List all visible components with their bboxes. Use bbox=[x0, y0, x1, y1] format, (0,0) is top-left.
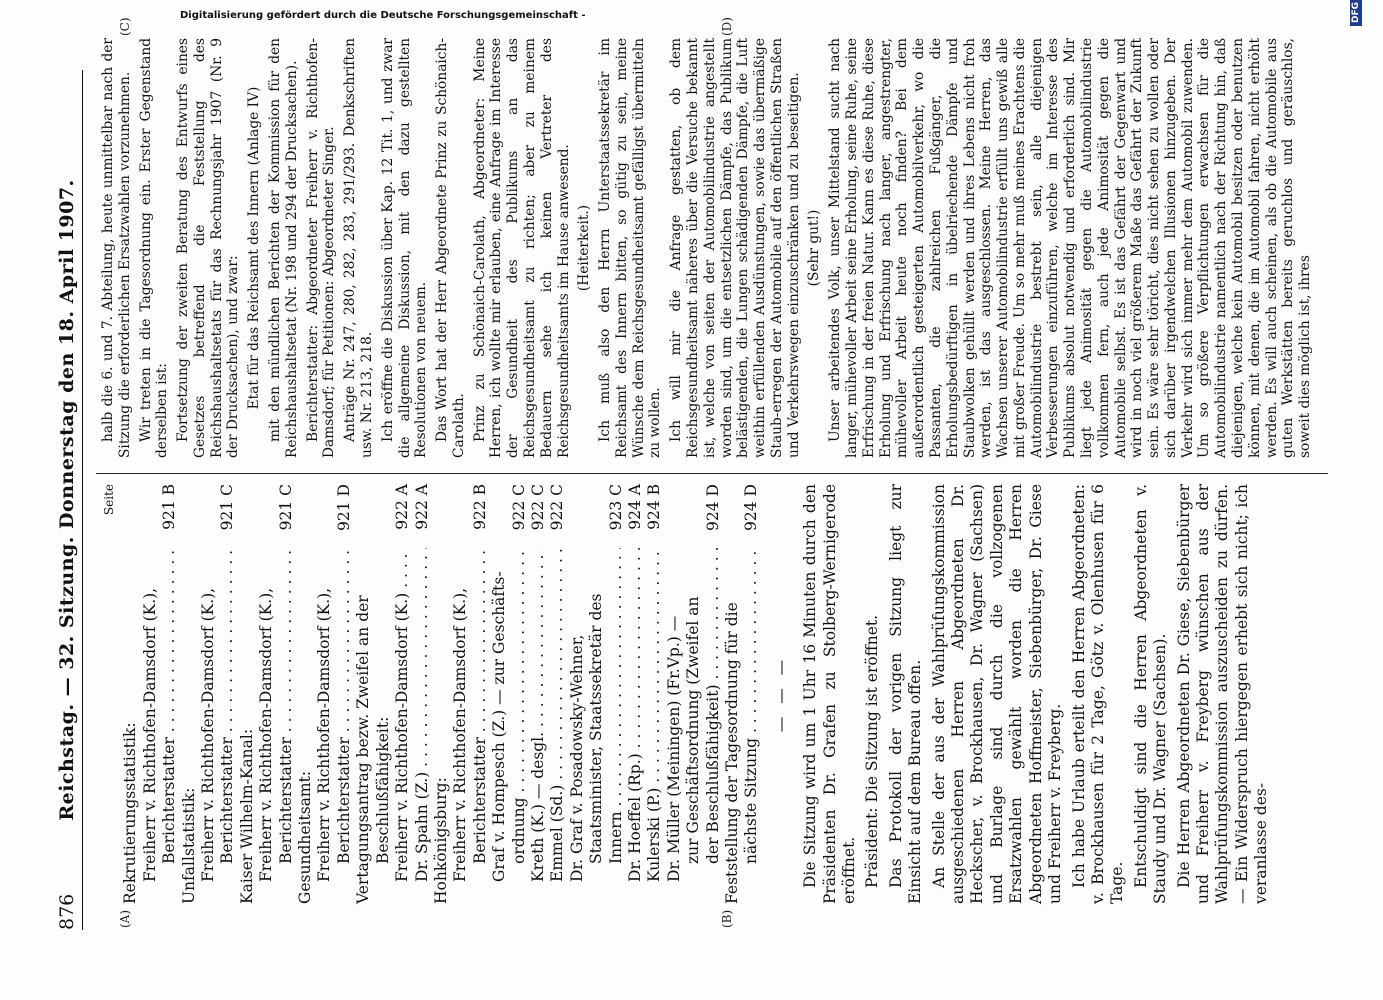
table-of-contents bbox=[121, 484, 761, 904]
paragraph: Etat für das Reichsamt des Innern (Anlage IV) bbox=[246, 86, 263, 410]
toc-heading: Kaiser Wilhelm-Kanal: bbox=[237, 728, 256, 904]
toc-entry bbox=[626, 484, 645, 904]
toc-entry bbox=[510, 484, 529, 904]
toc-entry-text: der Beschlußfähigkeit) . . . bbox=[704, 548, 723, 904]
toc-entry-text: Innern . . . bbox=[607, 548, 626, 904]
toc-entry-text: Berichterstatter . . . bbox=[335, 548, 354, 904]
toc-section bbox=[354, 484, 432, 904]
paragraph: (Heiterkeit.) bbox=[576, 204, 593, 292]
right-paragraphs bbox=[100, 38, 1314, 458]
toc-entry bbox=[374, 484, 393, 904]
toc-entry-page: 924 A bbox=[625, 484, 644, 530]
toc-entry bbox=[704, 484, 723, 904]
toc-entry-page: 922 B bbox=[470, 484, 489, 530]
toc-entry-page: 922 C bbox=[548, 484, 567, 531]
toc-entry-text: Freiherr v. Richthofen-Damsdorf (K.), bbox=[199, 587, 218, 882]
toc-entry-text: Freiherr v. Richthofen-Damsdorf (K.), bbox=[257, 587, 276, 882]
paragraph: Ich eröffne die Diskussion über Kap. 12 Tit. 1, und zwar die allgemeine Diskussion, mit den dazu gestellten Resolutionen von neuem. bbox=[379, 38, 430, 458]
paragraph: An Stelle der aus der Wahlprüfungskommission ausgeschiedenen Herren Abgeordneten Dr. Heckscher, v. Brockhausen, Dr. Wagner (Sachsen) und Burlage sind durch die vollzogenen Ersatzwahlen gewählt worden die Herren Abgeordneten Hoffmeister, Siebenbürger, Dr. Giese und Freiherr v. Freyberg. bbox=[929, 484, 1065, 904]
toc-heading: Feststellung der Tagesordnung für die bbox=[723, 602, 741, 904]
toc-entry-text: ordnung . . . bbox=[510, 548, 529, 904]
toc-entry-text: Dr. Spahn (Z.) . . . bbox=[413, 548, 432, 904]
toc-entry-text: zur Geschäftsordnung (Zweifel an bbox=[684, 596, 703, 864]
left-column bbox=[100, 484, 1276, 904]
toc-heading: Gesundheitsamt: bbox=[296, 770, 315, 904]
toc-entry-page: 923 C bbox=[606, 484, 625, 531]
page-number: 876 bbox=[56, 893, 78, 930]
paragraph: Berichterstatter: Abgeordneter Freiherr v. Richthofen-Damsdorf; für Petitionen: Abgeordneter Singer. bbox=[304, 38, 338, 458]
paragraph: mit den mündlichen Berichten der Kommission für den Reichshaushaltsetat (Nr. 198 und 294 der Drucksachen). bbox=[267, 38, 300, 458]
toc-entry bbox=[277, 484, 296, 904]
toc-entry bbox=[335, 484, 354, 904]
paragraph: Ich muß also den Herrn Unterstaatssekretär im Reichsamt des Innern bitten, so gütig zu sein, meine Wünsche dem Reichsgesundheitsamt gefälligst übermitteln zu wollen. bbox=[597, 38, 664, 458]
toc-entry bbox=[199, 484, 218, 904]
toc-entry bbox=[665, 484, 684, 904]
header-title: Reichstag. — 32. Sitzung. Donnerstag den 18. April 1907. bbox=[56, 179, 78, 821]
paragraph: Das Protokoll der vorigen Sitzung liegt zur Einsicht auf dem Bureau offen. bbox=[886, 484, 925, 904]
toc-section bbox=[238, 484, 296, 904]
column-divider bbox=[96, 473, 1328, 474]
toc-entry-page: 924 D bbox=[742, 484, 761, 531]
right-column bbox=[100, 38, 1318, 458]
toc-entry bbox=[587, 484, 606, 904]
toc-entry bbox=[742, 484, 761, 904]
paragraph: Die Sitzung wird um 1 Uhr 16 Minuten durch den Präsidenten Dr. Grafen zu Stolberg-Wernigerode eröffnet. bbox=[801, 484, 859, 904]
toc-entry-text: Dr. Graf v. Posadowsky-Wehner, bbox=[567, 634, 586, 882]
toc-entry-page: 924 D bbox=[703, 484, 722, 531]
toc-entry-page: 921 C bbox=[276, 484, 295, 531]
toc-entry-text: Freiherr v. Richthofen-Damsdorf (K.) . . . bbox=[393, 548, 412, 904]
toc-entry bbox=[451, 484, 470, 904]
dfg-logo: DFG bbox=[1350, 0, 1362, 26]
margin-mark-c: (C) bbox=[118, 17, 132, 36]
toc-entry-text: Berichterstatter . . . bbox=[160, 548, 179, 904]
toc-entry bbox=[490, 484, 509, 904]
toc-entry bbox=[257, 484, 276, 904]
margin-mark-a: (A) bbox=[118, 909, 132, 928]
toc-entry bbox=[645, 484, 664, 904]
toc-entry-page: 924 B bbox=[645, 484, 664, 530]
toc-entry-text: Beschlußfähigkeit: bbox=[373, 716, 392, 864]
toc-heading: Vertagungsantrag bezw. Zweifel an der bbox=[354, 595, 373, 904]
paragraph: Entschuldigt sind die Herren Abgeordneten v. Staudy und Dr. Wagner (Sachsen). bbox=[1131, 484, 1170, 904]
toc-section bbox=[180, 484, 238, 904]
toc-entry bbox=[218, 484, 237, 904]
toc-entry-text: Dr. Müller (Meiningen) (Fr.Vp.) — bbox=[664, 615, 683, 882]
toc-entry bbox=[548, 484, 567, 904]
seite-label: Seite bbox=[102, 484, 116, 516]
toc-entry-page: 922 C bbox=[509, 484, 528, 531]
left-paragraphs bbox=[801, 484, 1271, 904]
toc-entry-text: Kreth (K.) — desgl. . . . bbox=[529, 548, 548, 904]
toc-entry bbox=[684, 484, 703, 904]
toc-entry bbox=[471, 484, 490, 904]
paragraph: halb die 6. und 7. Abteilung, heute unmittelbar nach der Sitzung die erforderlichen Ersatzwahlen vorzunehmen. bbox=[100, 38, 133, 458]
toc-section bbox=[121, 484, 179, 904]
paragraph: Die Herren Abgeordneten Dr. Giese, Siebenbürger und Freiherr v. Freyberg wünschen aus der Wahlprüfungskommission auszuscheiden zu dürfen. — Ein Widerspruch hiergegen erhebt sich nicht; ich veranlasse des- bbox=[1174, 484, 1271, 904]
toc-entry bbox=[607, 484, 626, 904]
toc-entry-text: Dr. Hoeffel (Rp.) . . . bbox=[626, 548, 645, 904]
paragraph: Fortsetzung der zweiten Beratung des Entwurfs eines Gesetzes betreffend die Feststellung des Reichshaushaltsetats für das Rechnungsjahr 1907 (Nr. 9 der Drucksachen), und zwar: bbox=[175, 38, 242, 458]
toc-entry-text: Berichterstatter . . . bbox=[277, 548, 296, 904]
toc-entry-text: Freiherr v. Richthofen-Damsdorf (K.), bbox=[140, 587, 159, 882]
toc-entry bbox=[160, 484, 179, 904]
toc-entry-page: 921 B bbox=[160, 484, 179, 530]
paragraph: Anträge Nr. 247, 280, 282, 283, 291/293. Denkschriften usw. Nr. 213, 218. bbox=[342, 38, 375, 458]
paragraph: Präsident: Die Sitzung ist eröffnet. bbox=[863, 614, 882, 888]
toc-section bbox=[723, 484, 762, 904]
toc-entry-text: Berichterstatter . . . bbox=[471, 548, 490, 904]
digitization-note bbox=[180, 8, 1240, 24]
paragraph: Ich will mir die Anfrage gestatten, ob dem Reichsgesundheitsamt näheres über die Versuche bekannt ist, welche von seiten der Automobilindustrie angestellt worden sind, um die entsetzlichen Dämpfe, das Publikum belästigenden, die Lungen schädigenden Dämpfe, die Luft weithin erfüllenden Ausdünstungen, sowie das übermäßige Staub-erregen der Automobile auf den öffentlichen Straßen und Verkehrswegen einzuschränken und zu beseitigen. bbox=[668, 38, 802, 458]
toc-entry-page: 922 A bbox=[412, 484, 431, 530]
running-header bbox=[52, 70, 83, 930]
toc-entry bbox=[315, 484, 334, 904]
toc-heading: Hohkönigsburg: bbox=[431, 777, 450, 904]
toc-entry bbox=[568, 484, 587, 904]
margin-mark-d: (D) bbox=[720, 17, 734, 36]
toc-entry-text: Freiherr v. Richthofen-Damsdorf (K.), bbox=[315, 587, 334, 882]
toc-entry-page: 922 A bbox=[393, 484, 412, 530]
toc-entry-text: Staatsminister, Staatssekretär des bbox=[587, 593, 606, 864]
toc-entry bbox=[141, 484, 160, 904]
paragraph: Prinz zu Schönaich-Carolath, Abgeordneter: Meine Herren, ich wollte mir erlauben, eine Anfrage im Interesse der Gesundheit des Publikums an das Reichsgesundheitsamt zu richten; aber zu meinem Bedauern sehe ich keinen Vertreter des Reichsgesundheitsamts im Hause anwesend. bbox=[471, 38, 572, 458]
toc-entry-text: nächste Sitzung . . . bbox=[742, 548, 761, 904]
paragraph: Wir treten in die Tagesordnung ein. Erster Gegenstand derselben ist: bbox=[137, 38, 171, 458]
toc-entry bbox=[529, 484, 548, 904]
toc-entry-page: 921 C bbox=[218, 484, 237, 531]
toc-section bbox=[296, 484, 354, 904]
digitization-note-text: Digitalisierung gefördert durch die Deutsche Forschungsgemeinschaft - bbox=[180, 10, 586, 21]
toc-entry-page: 922 C bbox=[528, 484, 547, 531]
paragraph: Ich habe Urlaub erteilt den Herren Abgeordneten: v. Brockhausen für 2 Tage, Götz v. Olenhusen für 6 Tage. bbox=[1069, 484, 1127, 904]
toc-heading: Rekrutierungsstatistik: bbox=[121, 722, 140, 904]
paragraph: (Sehr gut!) bbox=[806, 209, 823, 287]
toc-heading: Unfallstatistik: bbox=[179, 787, 198, 904]
margin-mark-b: (B) bbox=[720, 909, 734, 928]
paragraph: Unser arbeitendes Volk, unser Mittelstand sucht nach langer, mühevoller Arbeit seine Erholung, seine Ruhe, seine Erfrischung in der freien Natur. Kann es diese Ruhe, diese Erholung und Erfrischung nach langer, angestrengter, mühevoller Arbeit heute noch finden? Bei dem außerordentlich gesteigerten Automobilverkehr, wo die Passanten, die zahlreichen Fußgänger, die Erholungsbedürftigen in übelriechende Dämpfe und Staubwolken gehüllt werden und ihres Lebens nicht froh werden, ist das ausgeschlossen. Meine Herren, das Wachsen unserer Automobilindustrie erfüllt uns gewiß alle mit großer Freude. Um so mehr muß meines Erachtens die Automobilindustrie bestrebt sein, alle diejenigen Verbesserungen einzuführen, welche im Interesse des Publikums absolut notwendig und erforderlich sind. Mir liegt jede Animosität gegen die Automobilindustrie vollkommen fern, auch jede Animosität gegen die Automobile selbst. Es ist das Gefährt der Gegenwart und wird in noch viel größerem Maße das Gefährt der Zukunft sein. Es wäre sehr töricht, dies nicht sehen zu wollen oder sich darüber irgendwelchen Illusionen hinzugeben. Der Verkehr wird sich immer mehr dem Automobil zuwenden. Um so größere Verpflichtungen erwachsen für die Automobilindustrie namentlich nach der Richtung hin, daß diejenigen, welche kein Automobil besitzen oder benutzen können, mit denen, die im Automobil fahren, nicht erhöht werden. Es will auch scheinen, als ob die Automobile aus guten Werkstätten bereits geruchlos und geräuschlos, soweit dies möglich ist, ihres bbox=[827, 38, 1314, 458]
toc-entry-text: Freiherr v. Richthofen-Damsdorf (K.), bbox=[451, 587, 470, 882]
toc-entry bbox=[393, 484, 412, 904]
toc-entry-text: Emmel (Sd.) . . . bbox=[548, 548, 567, 904]
toc-section bbox=[432, 484, 723, 904]
toc-entry-text: Berichterstatter . . . bbox=[218, 548, 237, 904]
separator: — — — bbox=[771, 655, 790, 733]
toc-entry-page: 921 D bbox=[334, 484, 353, 531]
toc-entry bbox=[413, 484, 432, 904]
paragraph: Das Wort hat der Herr Abgeordnete Prinz zu Schönaich-Carolath. bbox=[434, 38, 467, 458]
toc-entry-text: Kulerski (P.) . . . bbox=[645, 548, 664, 904]
toc-entry-text: Graf v. Hompesch (Z.) — zur Geschäfts- bbox=[490, 571, 509, 882]
